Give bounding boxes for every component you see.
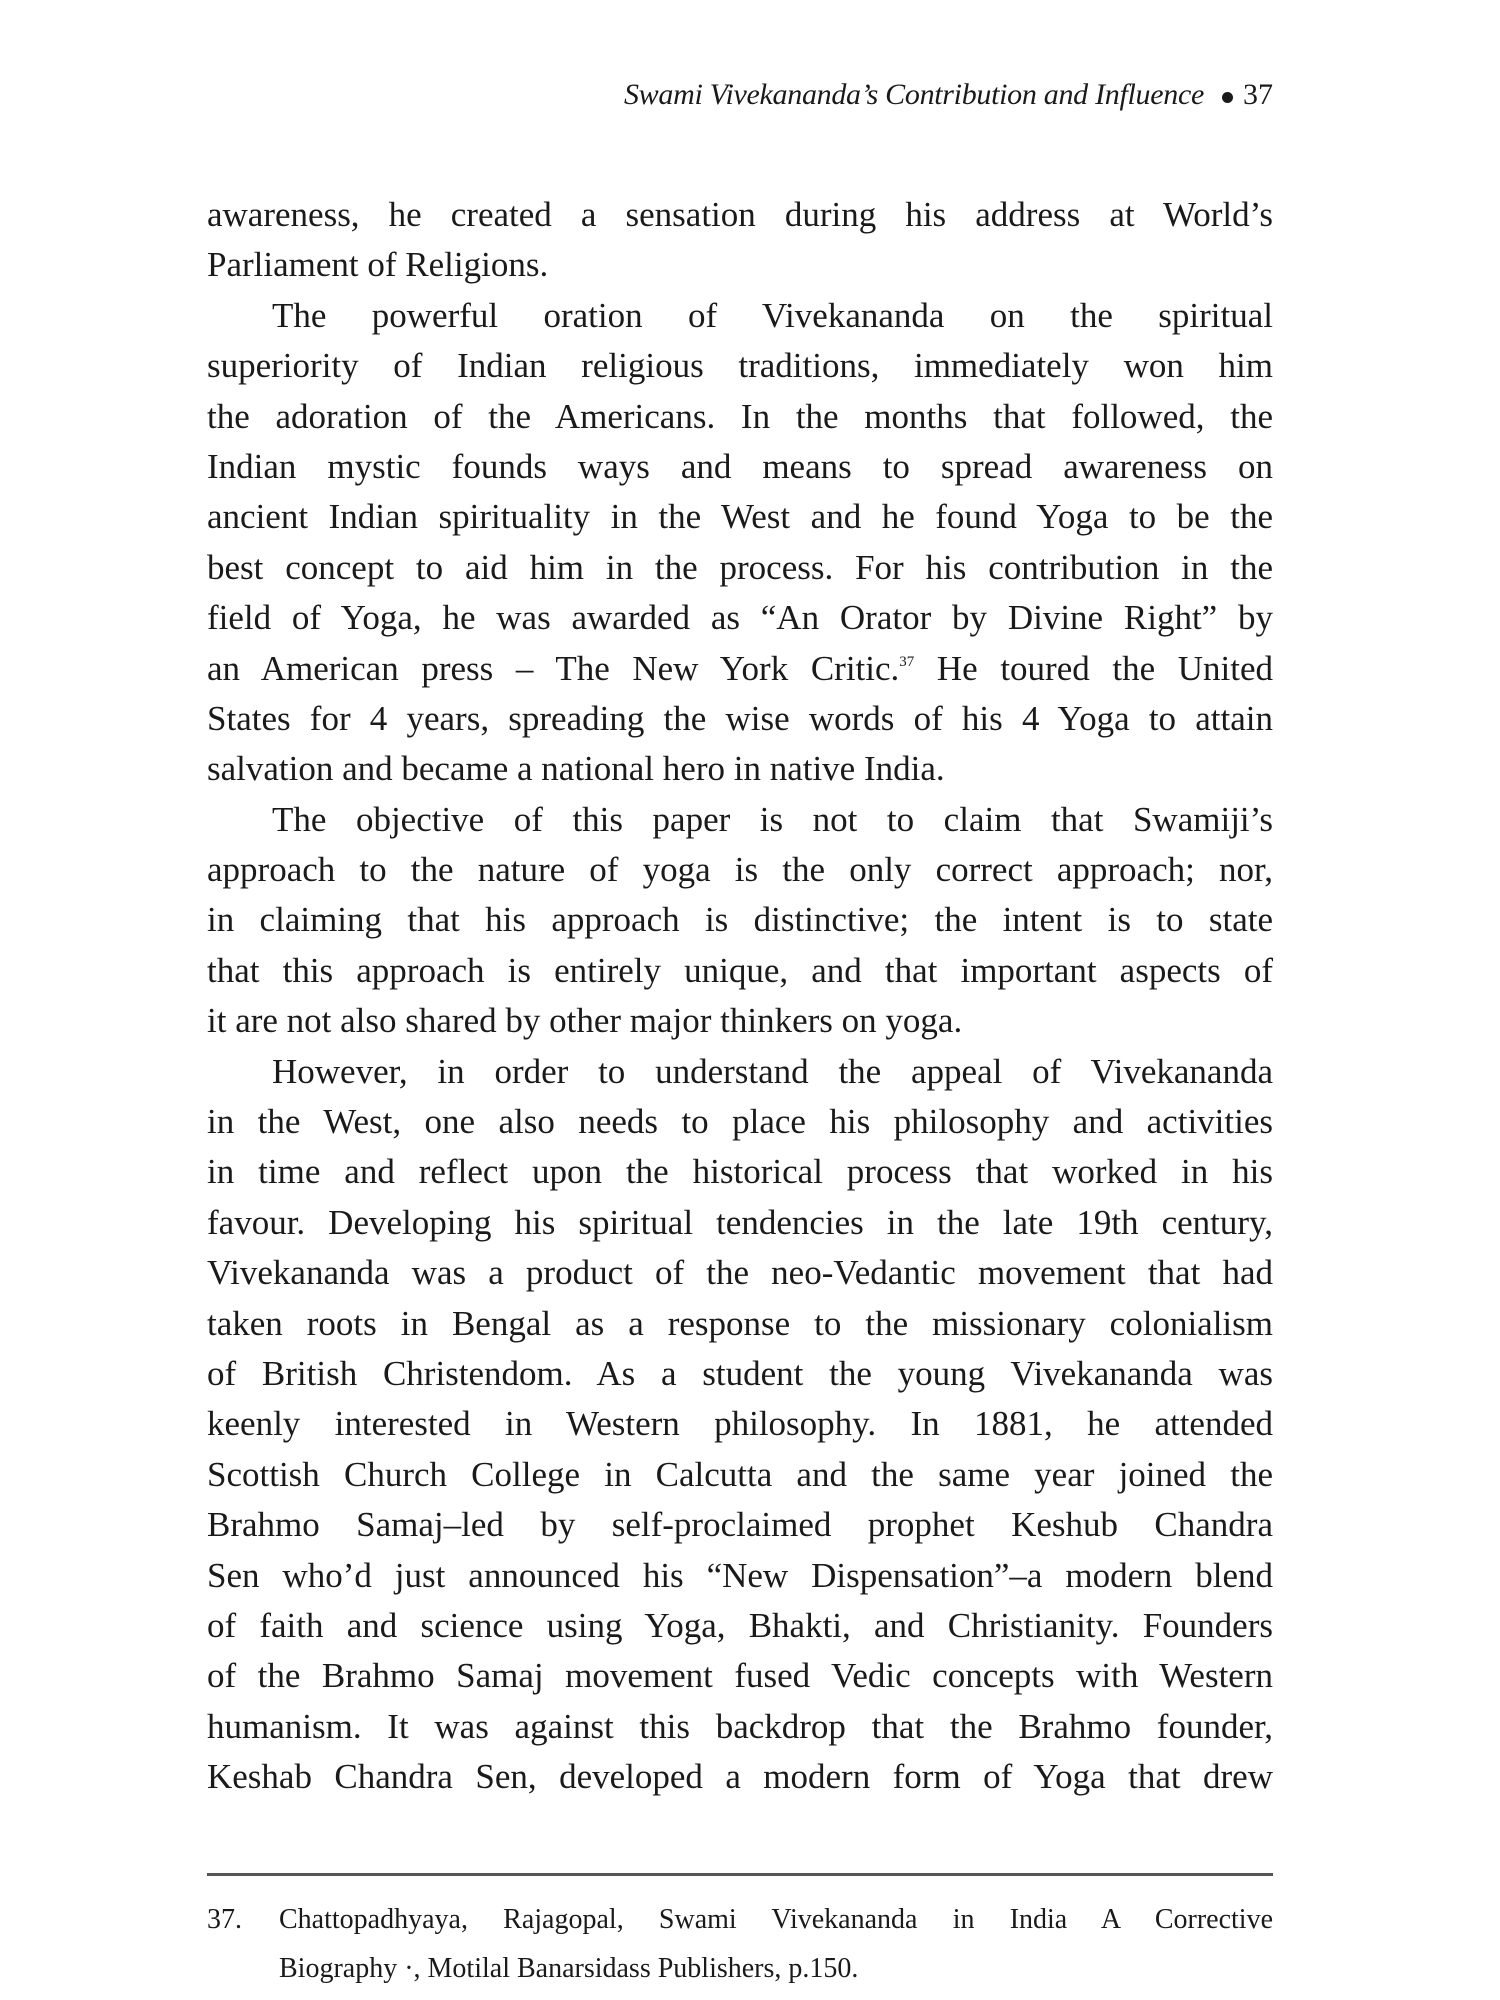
text-line: Parliament of Religions. <box>207 245 549 285</box>
text-line: taken roots in Bengal as a response to the missionary colonialism <box>207 1303 1273 1343</box>
text-segment: an American press – The New York Critic. <box>207 648 900 688</box>
text-line: Scottish Church College in Calcutta and the same year joined the <box>207 1454 1273 1494</box>
text-line: States for 4 years, spreading the wise words of his 4 Yoga to attain <box>207 698 1273 738</box>
footnote-divider <box>207 1873 1273 1876</box>
page-number: 37 <box>1243 78 1273 111</box>
text-line: Indian mystic founds ways and means to spread awareness on <box>207 446 1273 486</box>
text-line: awareness, he created a sensation during his address at World’s <box>207 195 1273 234</box>
footnote-line: Chattopadhyaya, Rajagopal, Swami Vivekananda in India A Corrective <box>279 1904 1273 1935</box>
text-line: The powerful oration of Vivekananda on the spiritual <box>272 295 1273 335</box>
text-line: The objective of this paper is not to claim that Swamiji’s <box>272 799 1273 839</box>
text-line: in the West, one also needs to place his philosophy and activities <box>207 1102 1273 1142</box>
text-line: ancient Indian spirituality in the West and he found Yoga to be the <box>207 497 1273 537</box>
text-line: of the Brahmo Samaj movement fused Vedic concepts with Western <box>207 1656 1273 1696</box>
text-line: of British Christendom. As a student the young Vivekananda was <box>207 1353 1273 1393</box>
text-line: keenly interested in Western philosophy. In 1881, he attended <box>207 1404 1273 1444</box>
text-line <box>207 644 1273 694</box>
text-line: field of Yoga, he was awarded as “An Orator by Divine Right” by <box>207 598 1273 638</box>
body-text <box>207 190 1273 1803</box>
text-line: in claiming that his approach is distinctive; the intent is to state <box>207 900 1273 940</box>
footnote-number: 37. <box>207 1904 242 1935</box>
running-title: Swami Vivekananda’s Contribution and Influence <box>623 78 1204 111</box>
footnote <box>207 1895 1273 1993</box>
text-line: of faith and science using Yoga, Bhakti, and Christianity. Founders <box>207 1605 1273 1645</box>
text-line: humanism. It was against this backdrop that the Brahmo founder, <box>207 1706 1273 1746</box>
paragraph-4 <box>207 1047 1273 1803</box>
text-line: best concept to aid him in the process. For his contribution in the <box>207 547 1273 587</box>
text-line: it are not also shared by other major thinkers on yoga. <box>207 1001 963 1041</box>
bullet-icon <box>1222 92 1233 103</box>
paragraph-3 <box>207 795 1273 1047</box>
text-line: approach to the nature of yoga is the only correct approach; nor, <box>207 850 1273 890</box>
footnote-ref[interactable]: 37 <box>899 653 915 670</box>
paragraph-1 <box>207 190 1273 291</box>
text-line: salvation and became a national hero in native India. <box>207 749 945 789</box>
text-line: Brahmo Samaj–led by self-proclaimed prophet Keshub Chandra <box>207 1505 1273 1545</box>
text-line: superiority of Indian religious traditions, immediately won him <box>207 346 1273 386</box>
running-header <box>624 78 1273 112</box>
text-line: favour. Developing his spiritual tendencies in the late 19th century, <box>207 1202 1273 1242</box>
text-segment: He toured the United <box>914 648 1273 688</box>
text-line: Keshab Chandra Sen, developed a modern form of Yoga that drew <box>207 1757 1273 1797</box>
text-line: in time and reflect upon the historical process that worked in his <box>207 1152 1273 1192</box>
text-line: However, in order to understand the appeal of Vivekananda <box>272 1051 1273 1091</box>
text-line: Vivekananda was a product of the neo-Vedantic movement that had <box>207 1253 1273 1293</box>
text-line: the adoration of the Americans. In the months that followed, the <box>207 396 1273 436</box>
footnote-line: Biography ·, Motilal Banarsidass Publishers, p.150. <box>279 1953 859 1984</box>
text-line: that this approach is entirely unique, and that important aspects of <box>207 950 1273 990</box>
paragraph-2 <box>207 291 1273 795</box>
text-line: Sen who’d just announced his “New Dispensation”–a modern blend <box>207 1555 1273 1595</box>
